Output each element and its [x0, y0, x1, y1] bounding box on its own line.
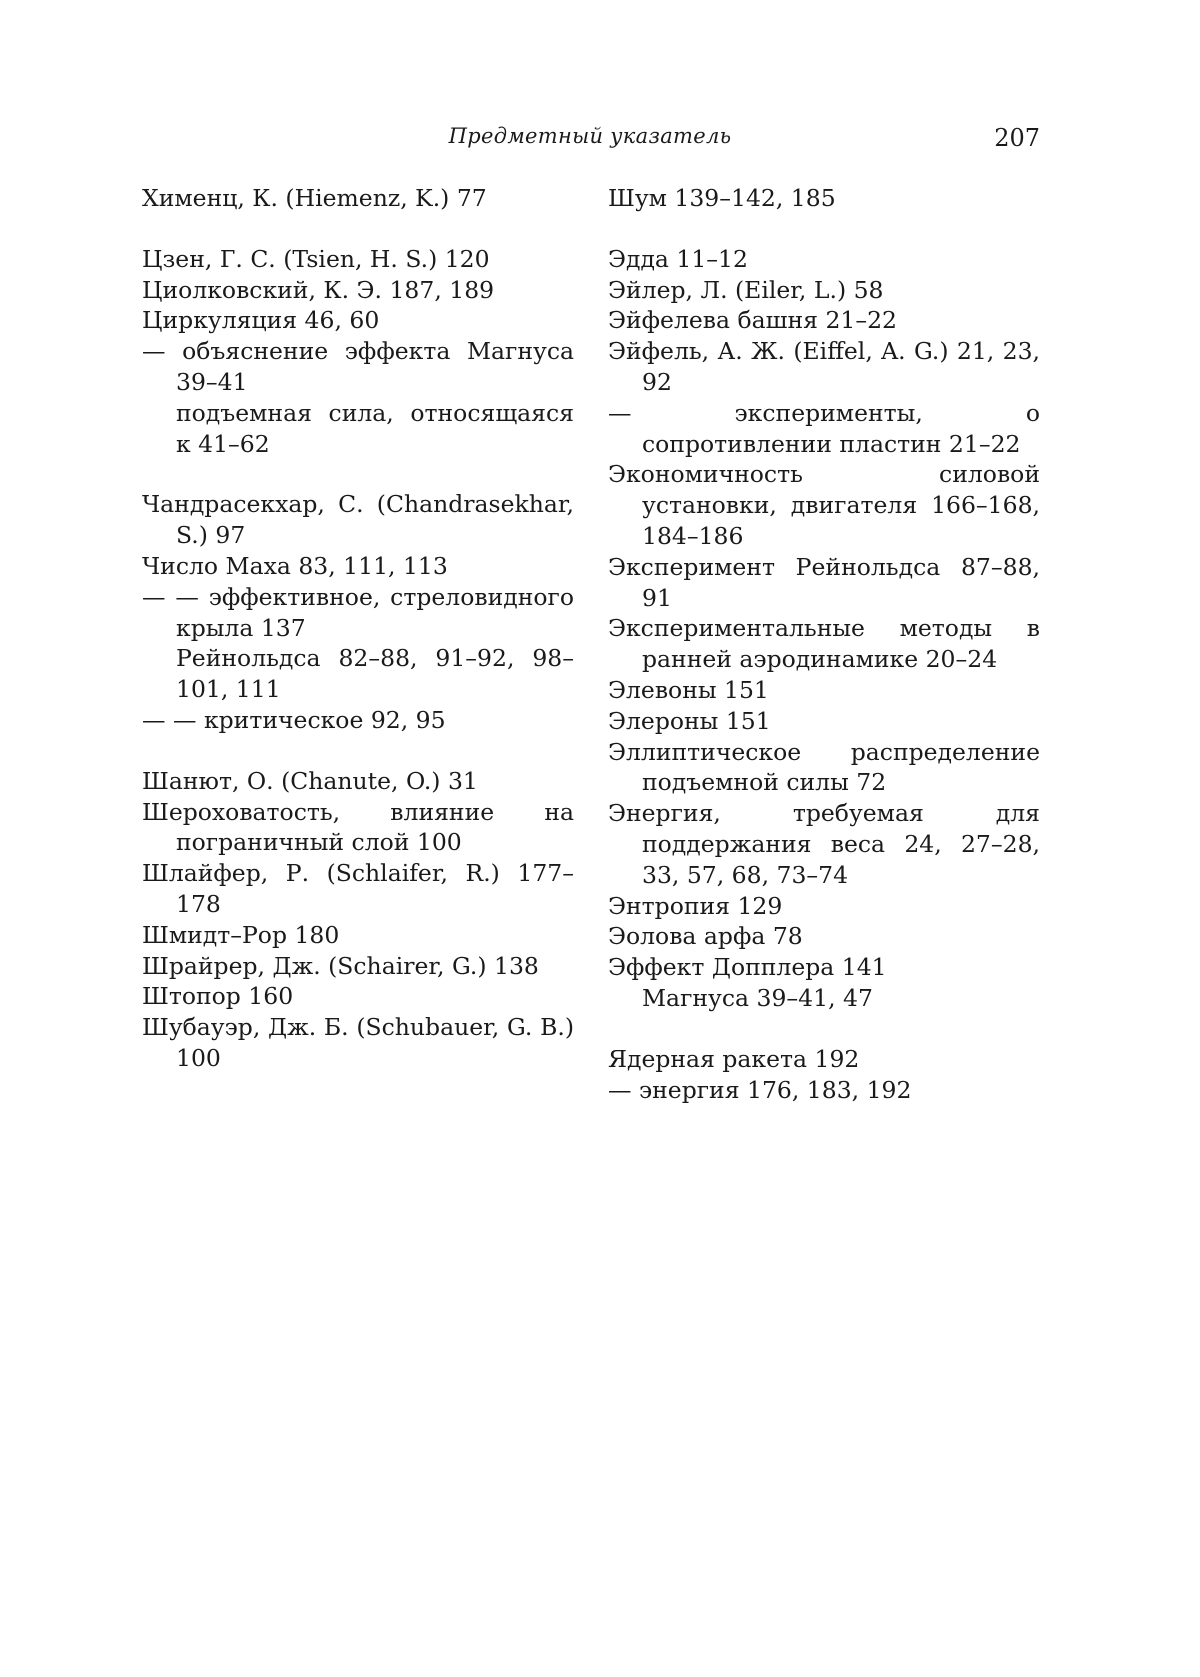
index-subentry: Магнуса 39–41, 47 — [642, 983, 873, 1012]
index-entry: Циолковский, К. Э. 187, 189 — [142, 275, 495, 304]
index-entry: Элевоны 151 — [608, 675, 769, 704]
group-gap — [142, 459, 574, 489]
index-entry: Шанют, О. (Chanute, O.) 31 — [142, 766, 478, 795]
index-entry: Эйлер, Л. (Eiler, L.) 58 — [608, 275, 884, 304]
index-entry: Ядерная ракета 192 — [608, 1044, 860, 1073]
group-gap — [142, 736, 574, 766]
index-entry: Эксперимент Рейнольдса 87–88, 91 — [608, 552, 1040, 612]
index-subentry: — — критическое 92, 95 — [142, 705, 446, 734]
running-header — [140, 124, 1040, 158]
index-entry: Цзен, Г. С. (Tsien, H. S.) 120 — [142, 244, 490, 273]
index-subentry: — энергия 176, 183, 192 — [608, 1075, 912, 1104]
index-entry: Экспериментальные методы в ранней аэродинамике 20–24 — [608, 614, 1040, 674]
index-entry: Эйфелева башня 21–22 — [608, 306, 898, 335]
group-gap — [608, 1014, 1040, 1044]
index-entry: Шмидт–Рор 180 — [142, 920, 340, 949]
page-number: 207 — [994, 124, 1040, 152]
index-entry: Эллиптическое распределение подъемной силы 72 — [608, 737, 1040, 797]
index-subentry: — объяснение эффекта Магнуса 39–41 — [142, 337, 574, 396]
index-entry: Элероны 151 — [608, 706, 771, 735]
index-entry: Число Маха 83, 111, 113 — [142, 551, 448, 580]
index-entry: Шрайрер, Дж. (Schairer, G.) 138 — [142, 951, 539, 980]
index-subentry: Рейнольдса 82–88, 91–92, 98–101, 111 — [176, 644, 574, 704]
index-entry: Шероховатость, влияние на пограничный слой 100 — [142, 797, 574, 857]
index-entry: Шлайфер, Р. (Schlaifer, R.) 177–178 — [142, 859, 574, 918]
running-title: Предметный указатель — [448, 124, 732, 148]
index-entry: Экономичность силовой установки, двигателя 166–168, 184–186 — [608, 460, 1040, 550]
index-subentry: подъемная сила, относящаяся к 41–62 — [176, 398, 574, 458]
index-entry: Циркуляция 46, 60 — [142, 306, 380, 335]
index-subentry: — — эффективное, стреловидного крыла 137 — [142, 582, 574, 642]
index-entry: Эйфель, А. Ж. (Eiffel, A. G.) 21, 23, 92 — [608, 337, 1040, 396]
index-entry: Эдда 11–12 — [608, 244, 748, 273]
index-entry: Шубауэр, Дж. Б. (Schubauer, G. B.) 100 — [142, 1013, 574, 1072]
index-column-right — [608, 183, 1040, 1105]
index-entry: Энтропия 129 — [608, 891, 783, 920]
index-column-left — [142, 183, 574, 1074]
index-entry: Эффект Допплера 141 — [608, 953, 887, 982]
index-entry: Шум 139–142, 185 — [608, 184, 836, 212]
group-gap — [142, 214, 574, 244]
index-subentry: — эксперименты, о сопротивлении пластин 21–22 — [608, 398, 1040, 458]
index-entry: Чандрасекхар, С. (Chandrasekhar, S.) 97 — [142, 490, 574, 550]
index-entry: Эолова арфа 78 — [608, 922, 803, 951]
index-entry: Штопор 160 — [142, 982, 294, 1011]
index-entry: Хименц, К. (Hiemenz, K.) 77 — [142, 184, 487, 212]
group-gap — [608, 214, 1040, 244]
index-entry: Энергия, требуемая для поддержания веса 24, 27–28, 33, 57, 68, 73–74 — [608, 799, 1040, 889]
